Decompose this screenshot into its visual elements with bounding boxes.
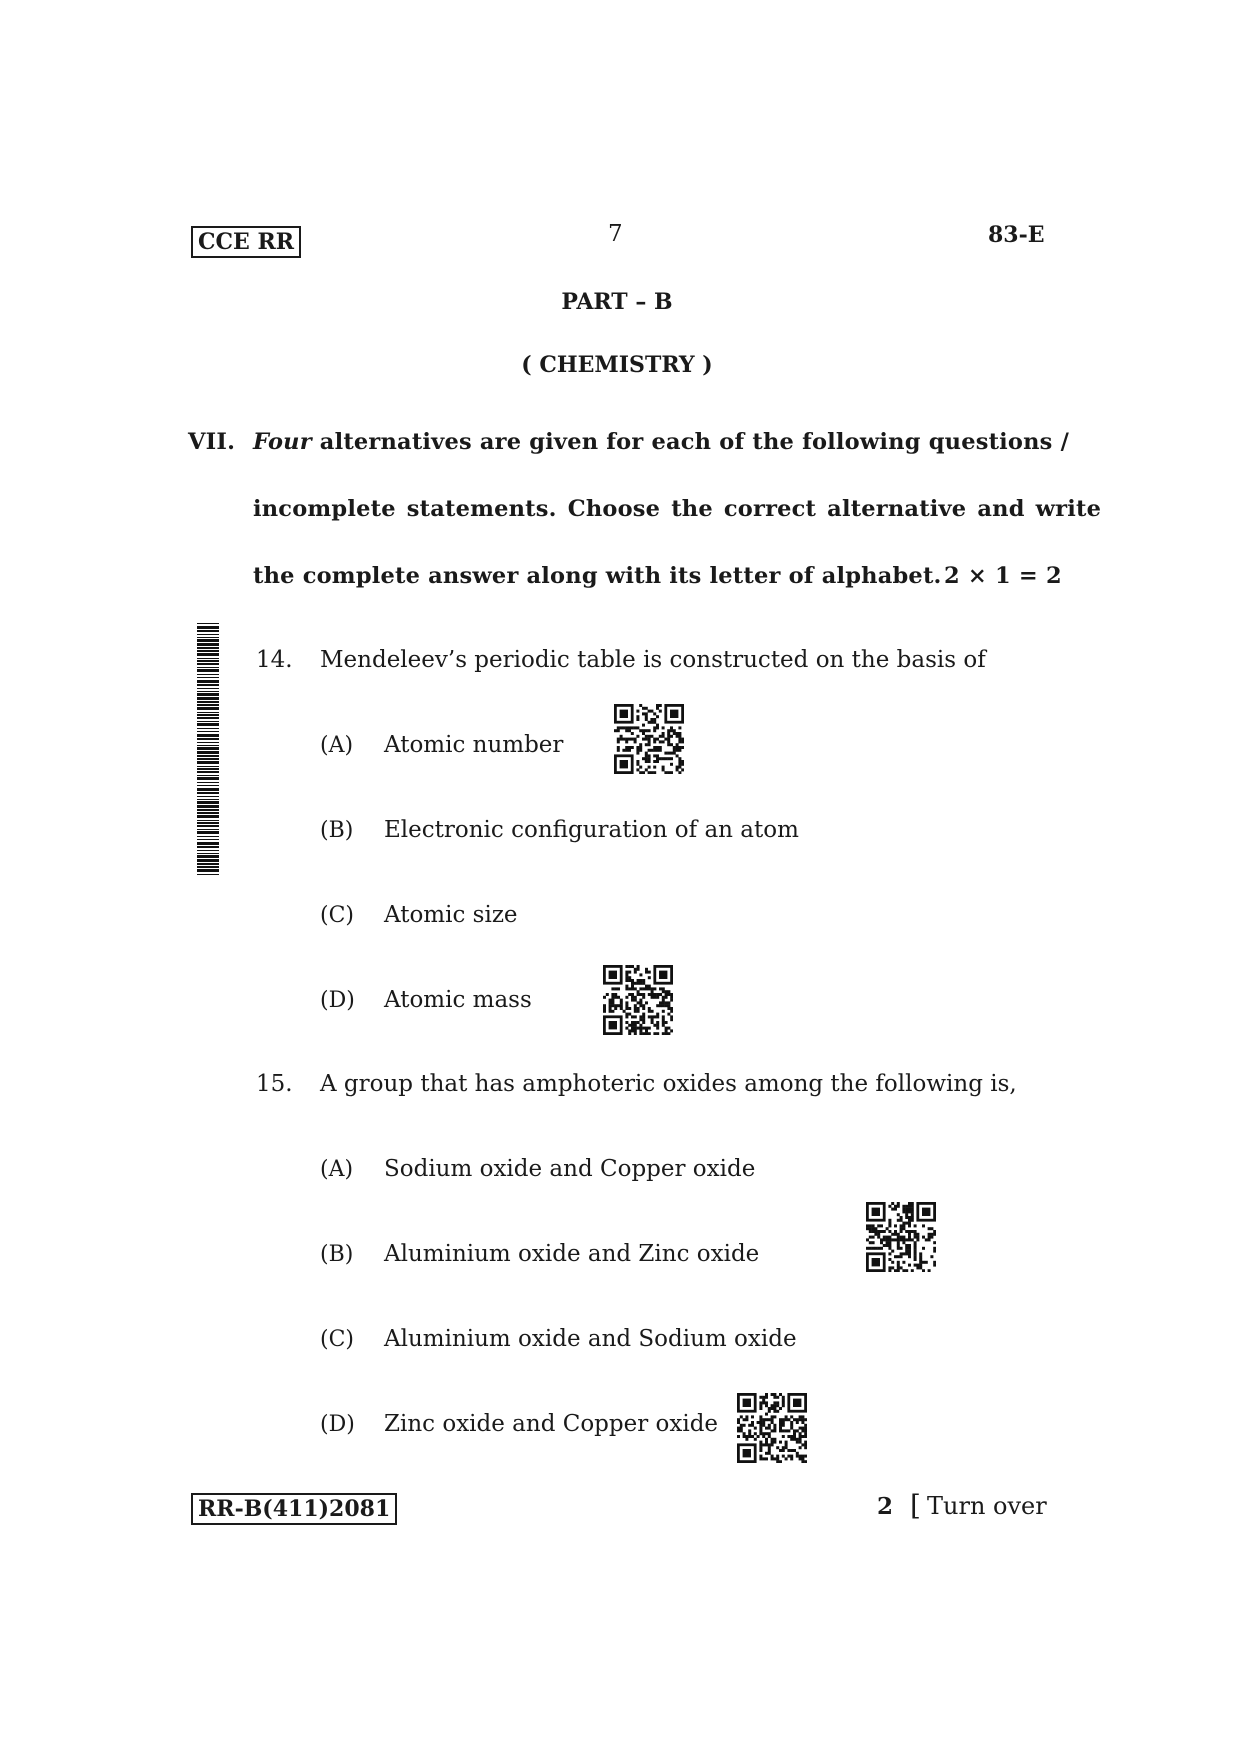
sheet-number: 2 [877,1493,894,1520]
q14-option-d-text: Atomic mass [384,987,532,1013]
question-14-text: Mendeleev’s periodic table is constructed on the basis of [320,647,986,673]
subject-code: 83-E [988,222,1045,248]
q15-option-b-letter: (B) [320,1242,354,1267]
q15-option-c-text: Aluminium oxide and Sodium oxide [384,1326,797,1352]
marks-allotment: 2 × 1 = 2 [944,563,1062,589]
instruction-line-1-text: alternatives are given for each of the following questions / [311,429,1070,455]
part-title-text: PART – B [561,289,673,315]
part-title [0,289,1240,315]
q15-option-a-text: Sodium oxide and Copper oxide [384,1156,756,1182]
question-14-number: 14. [256,647,293,673]
q15-option-c-letter: (C) [320,1327,354,1352]
question-15-number: 15. [256,1071,293,1097]
paper-code-label [191,226,301,258]
q15-option-d-text: Zinc oxide and Copper oxide [384,1411,719,1437]
qr-code-icon [737,1393,807,1463]
barcode-icon [197,623,219,875]
q14-option-b-text: Electronic configuration of an atom [384,817,799,843]
subject-title [0,352,1240,378]
instruction-lead-word: Four [253,429,312,455]
qr-code-icon [866,1202,936,1272]
qr-code-icon [603,965,673,1035]
footer-code-text: RR-B(411)2081 [198,1496,391,1522]
qr-code-icon [614,704,684,774]
q15-option-b-text: Aluminium oxide and Zinc oxide [384,1241,760,1267]
instruction-line-3: the complete answer along with its letter of alphabet. [253,563,942,589]
page-number: 7 [608,221,623,247]
q14-option-c-letter: (C) [320,903,354,928]
paper-code-text: CCE RR [198,229,295,255]
instruction-line-2: incomplete statements. Choose the correct alternative and write [253,496,1102,522]
instruction-line-1 [253,429,1070,455]
turn-over-label: Turn over [927,1492,1047,1520]
q14-option-a-letter: (A) [320,733,354,758]
footer-bracket: [ [910,1489,921,1522]
question-15-text: A group that has amphoteric oxides among the following is, [320,1071,1017,1097]
q14-option-a-text: Atomic number [384,732,564,758]
q14-option-b-letter: (B) [320,818,354,843]
q14-option-c-text: Atomic size [384,902,518,928]
section-number: VII. [188,429,236,455]
subject-title-text: ( CHEMISTRY ) [521,352,713,378]
footer-code-label [191,1493,397,1525]
q15-option-a-letter: (A) [320,1157,354,1182]
q15-option-d-letter: (D) [320,1412,355,1437]
q14-option-d-letter: (D) [320,988,355,1013]
